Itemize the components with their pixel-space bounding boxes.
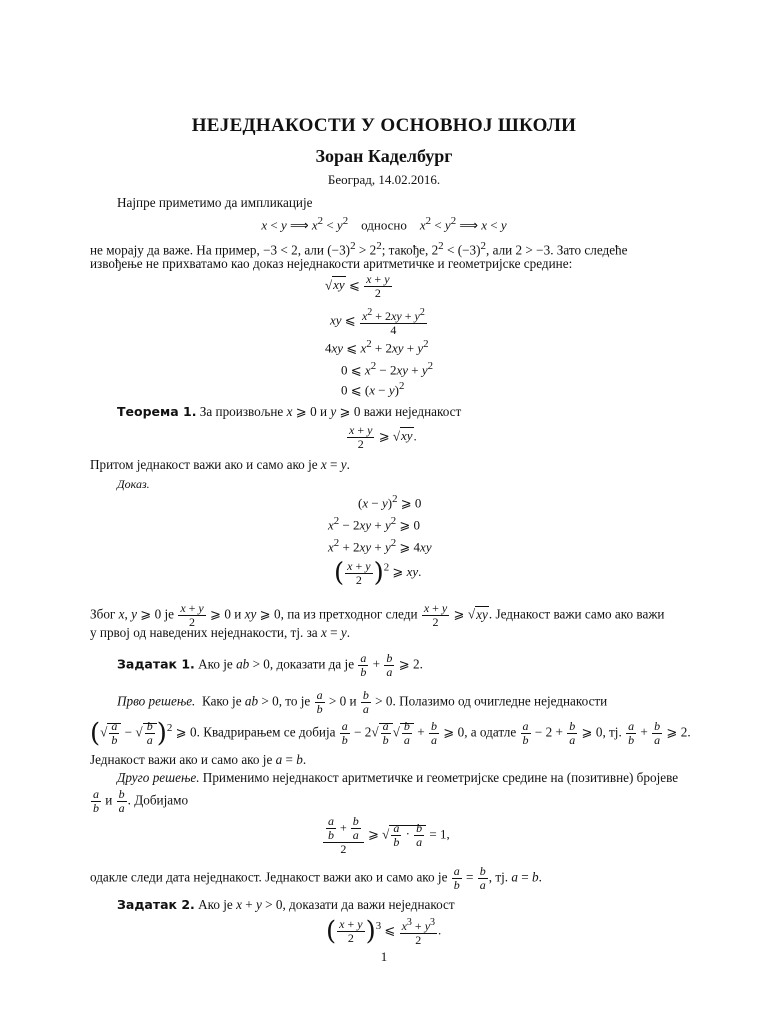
solution-2-and: и: [105, 792, 113, 808]
comma-but-1: , али: [297, 242, 328, 258]
task-1-conclusion: одакле следи дата неједнакост. Једнакост важи ако и само ако је $\frac{a}{b}$ = $\frac{b}{a}$ , тј. a = b.: [90, 864, 542, 892]
task-1-solution-1-line-1: Прво решење. Како је ab > 0, то је $\frac{a}{b}$ > 0 и $\frac{b}{a}$ > 0. Полазимо од очигледне неједнакости: [117, 688, 608, 716]
wrong-derivation-1: √xy ⩽ $\frac{x + y}{2}$: [325, 272, 390, 300]
because-line-2: у првој од наведених неједнакости, тј. за x = y.: [90, 625, 350, 640]
task-2-inequality: ( $\frac{x + y}{2}$ )$^3$ ⩽ $\frac{x^3 + y^3}{2}$ .: [326, 916, 442, 947]
intro-line-2b: ; такође,: [381, 242, 432, 258]
then-text: , а одатле: [464, 724, 517, 740]
author-name: Зоран Каделбург: [315, 146, 453, 166]
conclusion-a: одакле следи дата неједнакост. Једнакост важи ако и само ако је: [90, 869, 448, 885]
theorem-1-label: Теорема 1.: [117, 404, 197, 419]
connective-text: односно: [361, 217, 407, 233]
solution-2-text-a: Применимо неједнакост аритметичке и геометријске средине на (позитивне) бројеве: [202, 770, 679, 785]
comma-but-2: , али: [486, 242, 516, 258]
proof-label: [117, 474, 150, 494]
ie-text: , тј.: [602, 724, 622, 740]
intro-line-2a: не морају да важе. На пример,: [90, 242, 264, 258]
wrong-derivation-3: 4xy ⩽ $x^2 + 2xy + y^2$: [325, 338, 429, 356]
wrong-derivation-2: xy ⩽ $\frac{x^2 + 2xy + y^2}{4}$: [330, 307, 425, 337]
because-and: и: [234, 606, 242, 622]
task-2-label: Задатак 2.: [117, 897, 195, 912]
task-2-text-a: Ако је: [198, 897, 233, 912]
task-1-solution-1-line-2: (√ $\frac{a}{b}$ − √ $\frac{b}{a}$ )$^2$ ⩾ 0. Квадрирањем се добија $\frac{a}{b}$ − 2√ $\frac{a}{b}$ √ $\frac{b}{a}$ + $\frac{b}{a}$ ⩾ 0, а одатле $\frac{a}{b}$ − 2 + $\frac{b}{a}$ ⩾ 0, тј. $\frac{a}{b}$ + $\frac{b}{a}$ ⩾ 2.: [90, 718, 691, 749]
because-line-2-text: у првој од наведених неједнакости, тј. за: [90, 625, 318, 640]
intro-line-1: Најпре приметимо да импликације: [117, 195, 313, 210]
proof-line-1: $(x - y)^2$ ⩾ 0: [358, 493, 422, 511]
task-1-statement: Задатак 1. Ако је ab > 0, доказати да је $\frac{a}{b}$ + $\frac{b}{a}$ ⩾ 2.: [117, 651, 423, 679]
task-1-label: Задатак 1.: [117, 656, 195, 672]
task-1-solution-2-line-2: $\frac{a}{b}$ и $\frac{b}{a}$ . Добијамо: [93, 787, 189, 815]
wrong-derivation-4: 0 ⩽ $x^2 - 2xy + y^2$: [341, 360, 434, 378]
because-b: , па из претходног следи: [280, 606, 418, 622]
am-gm-inequality: $\frac{x + y}{2}$ ⩾ √xy.: [349, 423, 417, 451]
proof-line-3: $x^2 + 2xy + y^2$ ⩾ 4xy: [328, 537, 432, 555]
dateline: Београд, 14.02.2016.: [327, 172, 441, 187]
solution-2-formula: $\frac{a}{b}$ + $\frac{b}{a}$ 2 ⩾ √ $\frac{a}{b}$ · $\frac{b}{a}$ = 1,: [322, 815, 450, 856]
theorem-1-equality-text: Притом једнакост важи ако и само ако је: [90, 457, 318, 472]
proof-label-text: Доказ.: [117, 477, 150, 491]
because-je: је: [164, 606, 175, 622]
task-1-solution-2-line-1: [117, 768, 678, 788]
solution-1-and: и: [349, 693, 357, 709]
solution-1-label: Прво решење.: [117, 693, 196, 709]
task-1-solution-1-equality: Једнакост важи ако и само ако је a = b.: [90, 752, 307, 767]
solution-2-gives: . Добијамо: [127, 792, 189, 808]
because-c: . Једнакост важи само ако важи: [488, 606, 665, 622]
intro-line-3: извођење не прихватамо као доказ неједнакости аритметичке и геометријске средине:: [90, 256, 573, 271]
intro-line-2: не морају да важе. На пример, −3 < 2, али $(-3)^2 > 2^2$; такође, $2^2 < (-3)^2$, али 2 > −3. Зато следеће: [90, 240, 628, 258]
task-1-text-b: , доказати да је: [269, 656, 355, 672]
theorem-1-statement: Теорема 1. За произвољне x ⩾ 0 и y ⩾ 0 важи неједнакост: [117, 404, 462, 419]
task-1-text-a: Ако је: [198, 656, 233, 672]
solution-1-equality-text: Једнакост важи ако и само ако је: [90, 752, 273, 767]
theorem-1-text-b: важи неједнакост: [363, 404, 462, 419]
implication-line: x < y ⟹ $x^2 < y^2$ односно $x^2 < y^2$ ⟹ x < y: [261, 215, 507, 233]
solution-1-text-b: , то је: [278, 693, 311, 709]
intro-line-2c: . Зато следеће: [550, 242, 628, 258]
theorem-1-and: и: [319, 404, 328, 419]
because-a: Због: [90, 606, 116, 622]
solution-2-label: Друго решење.: [117, 770, 200, 785]
theorem-1-equality: Притом једнакост важи ако и само ако је x = y.: [90, 457, 350, 472]
page-number: 1: [380, 949, 388, 964]
paper-title: НЕЈЕДНАКОСТИ У ОСНОВНОЈ ШКОЛИ: [191, 115, 577, 136]
task-2-statement: Задатак 2. Ако је x + y > 0, доказати да важи неједнакост: [117, 897, 455, 912]
task-2-text-b: , доказати да важи неједнакост: [282, 897, 455, 912]
proof-line-4: ( $\frac{x + y}{2}$ )$^2$ ⩾ xy.: [334, 558, 422, 588]
conclusion-b: , тј.: [488, 869, 509, 885]
solution-1-text-d: . Полазимо од очигледне неједнакости: [392, 693, 608, 709]
squaring-text: . Квадрирањем се добија: [196, 724, 336, 740]
proof-line-2: $x^2 - 2xy + y^2$ ⩾ 0: [328, 515, 421, 533]
theorem-1-text-a: За произвољне: [199, 404, 284, 419]
wrong-derivation-5: 0 ⩽ $(x - y)^2$: [341, 380, 405, 398]
solution-1-text-a: Како је: [201, 693, 242, 709]
because-line-1: Због x, y ⩾ 0 је $\frac{x + y}{2}$ ⩾ 0 и xy ⩾ 0, па из претходног следи $\frac{x + y}{2}$ ⩾ √xy. Једнакост важи само ако важи: [90, 601, 665, 629]
